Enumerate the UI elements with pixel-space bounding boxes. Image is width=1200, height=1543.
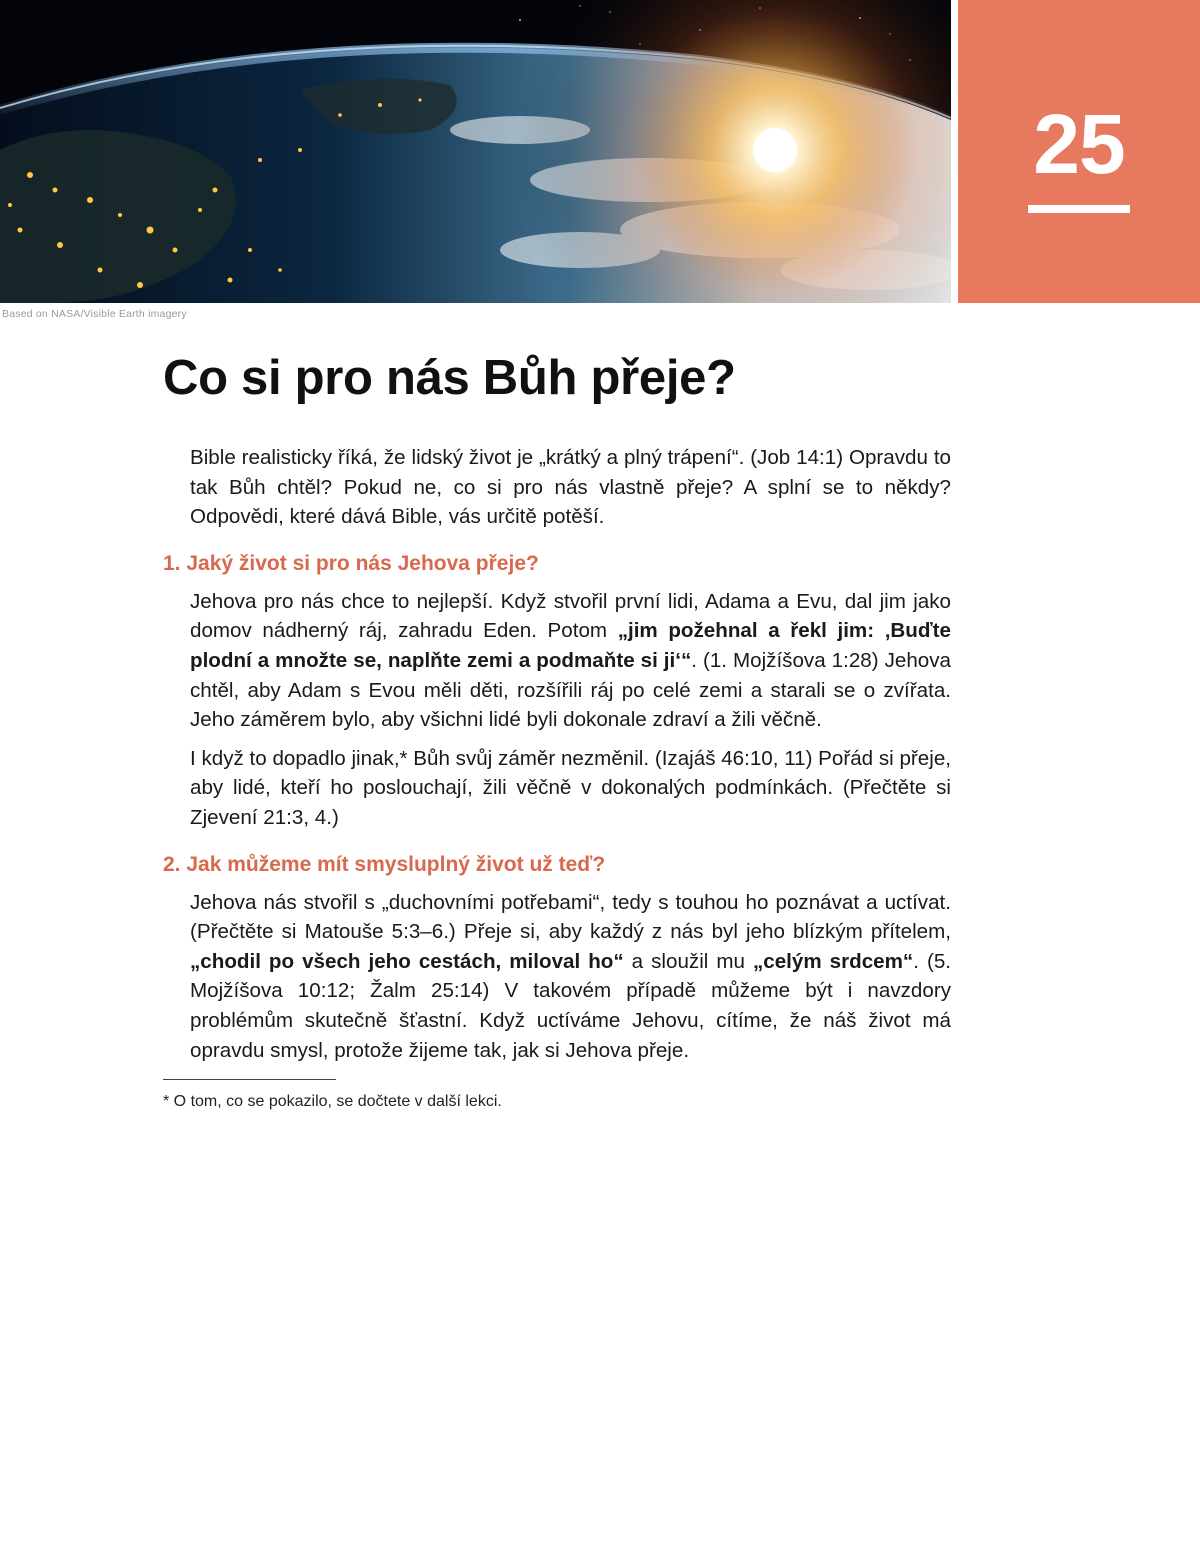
page-title: Co si pro nás Bůh přeje? [163, 351, 736, 405]
header-earth-image [0, 0, 951, 303]
lesson-body [163, 443, 951, 1112]
earth-from-space-illustration [0, 0, 951, 303]
section-2-paragraph-1 [190, 888, 951, 1066]
text-span: . (1. Mojžíšova 1:28) Jehova chtěl, aby Adam s Evou měli děti, rozšířili ráj po celé zemi a starali se o zvířata. Jeho záměrem bylo, aby všichni lidé byli dokonale zdraví a žili věčně. [190, 648, 951, 732]
text-span: a sloužil mu [623, 949, 753, 973]
section-heading-2: 2. Jak můžeme mít smysluplný život už teď? [163, 852, 606, 876]
intro-paragraph: Bible realisticky říká, že lidský život je „krátký a plný trápení“. (Job 14:1) Opravdu to tak Bůh chtěl? Pokud ne, co si pro nás vlastně přeje? A splní se to někdy? Odpovědi, které dává Bible, vás určitě potěší. [190, 446, 951, 529]
text-span: Jehova pro nás chce to nejlepší. Když stvořil první lidi, Adama a Evu, dal jim jako domov nádherný ráj, zahradu Eden. Potom [190, 589, 951, 643]
image-credit: Based on NASA/Visible Earth imagery [2, 308, 187, 320]
lesson-number-underline [1028, 205, 1130, 213]
section-heading-1: 1. Jaký život si pro nás Jehova přeje? [163, 551, 539, 575]
text-span: . (5. Mojžíšova 10:12; Žalm 25:14) V takovém případě můžeme být i navzdory problémům skutečně šťastní. Když uctíváme Jehovu, cítíme, že náš život má opravdu smysl, protože žijeme tak, jak si Jehova přeje. [190, 949, 951, 1062]
section-1-paragraph-2: I když to dopadlo jinak,* Bůh svůj záměr nezměnil. (Izajáš 46:10, 11) Pořád si přeje, aby lidé, kteří ho poslouchají, žili věčně v dokonalých podmínkách. (Přečtěte si Zjevení 21:3, 4.) [190, 746, 951, 829]
lesson-number: 25 [1033, 97, 1125, 191]
bold-quote: „celým srdcem“ [752, 949, 914, 973]
text-span: Jehova nás stvořil s „duchovními potřebami“, tedy s touhou ho poznávat a uctívat. (Přečtěte si Matouše 5:3–6.) Přeje si, aby každý z nás byl jeho blízkým přítelem, [190, 890, 951, 944]
section-1-paragraph-1 [190, 587, 951, 735]
lesson-number-badge [958, 0, 1200, 303]
bold-quote: „chodil po všech jeho cestách, miloval ho“ [190, 949, 624, 973]
bold-quote: „jim požehnal a řekl jim: ‚Buďte plodní a množte se, naplňte zemi a podmaňte si ji‘“ [190, 619, 951, 672]
footnote-divider [163, 1079, 336, 1080]
footnote: * O tom, co se pokazilo, se dočtete v další lekci. [163, 1093, 502, 1111]
